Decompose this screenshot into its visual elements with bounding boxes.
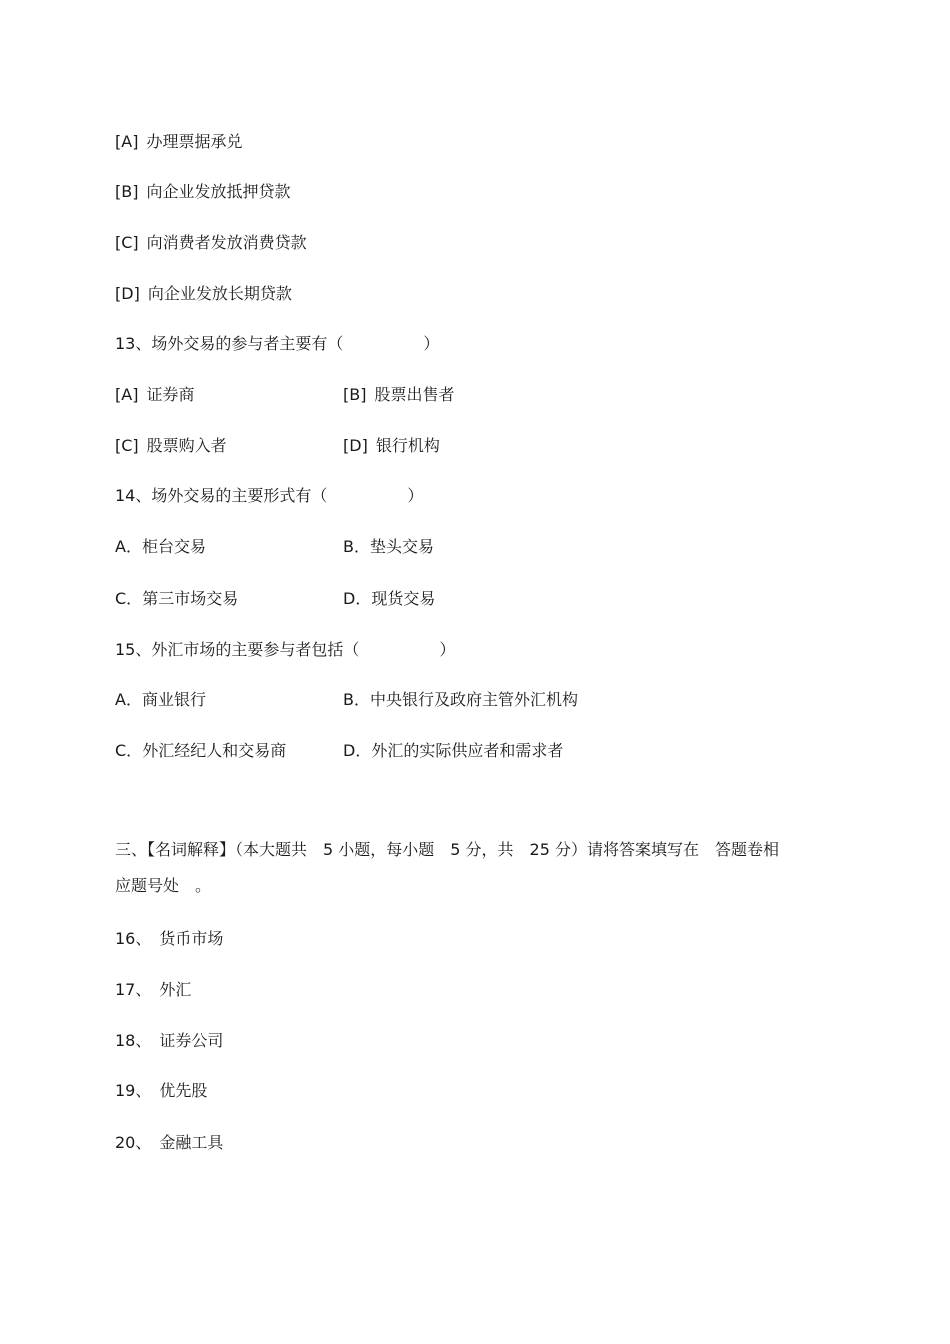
option-marker: A． — [115, 537, 142, 556]
term-17 — [115, 980, 191, 1000]
option-text: 垫头交易 — [369, 537, 434, 556]
q13-option-c — [115, 436, 227, 456]
term-text: 外汇 — [159, 980, 192, 999]
option-text: 股票出售者 — [374, 385, 455, 404]
q14-option-d — [343, 589, 435, 609]
option-marker: B． — [343, 690, 370, 709]
q15-stem: 15、外汇市场的主要参与者包括（ ） — [115, 640, 456, 659]
option-marker: [D] — [115, 284, 140, 303]
q13-option-d — [343, 436, 440, 456]
q13-stem: 13、场外交易的参与者主要有（ ） — [115, 334, 440, 353]
term-text: 优先股 — [159, 1081, 208, 1100]
section3-heading-line2: 应题号处 。 — [115, 876, 212, 895]
q13-option-a — [115, 385, 194, 405]
option-text: 外汇经纪人和交易商 — [142, 741, 287, 760]
term-number: 18、 — [115, 1031, 152, 1050]
option-marker: [A] — [115, 132, 139, 151]
q14-option-c — [115, 589, 238, 609]
section3-heading-line1: 三、【名词解释】（本大题共 5 小题，每小题 5 分，共 25 分）请将答案填写在 答题卷相 — [115, 840, 779, 859]
term-18 — [115, 1031, 223, 1051]
option-marker: [D] — [343, 436, 368, 455]
option-text: 外汇的实际供应者和需求者 — [371, 741, 564, 760]
q12-option-b — [115, 182, 290, 202]
q15-option-d — [343, 741, 563, 761]
option-text: 第三市场交易 — [142, 589, 239, 608]
option-marker: B． — [343, 537, 370, 556]
option-marker: D． — [343, 741, 372, 760]
option-marker: [B] — [115, 182, 139, 201]
option-text: 股票购入者 — [146, 436, 227, 455]
q14-option-a — [115, 537, 206, 557]
option-text: 中央银行及政府主管外汇机构 — [369, 690, 578, 709]
term-20 — [115, 1133, 223, 1153]
term-number: 17、 — [115, 980, 152, 999]
option-text: 向企业发放长期贷款 — [147, 284, 292, 303]
option-marker: [C] — [115, 436, 139, 455]
term-16 — [115, 929, 223, 949]
option-marker: C． — [115, 741, 143, 760]
q13-option-b — [343, 385, 454, 405]
term-19 — [115, 1081, 207, 1101]
term-text: 证券公司 — [159, 1031, 224, 1050]
option-marker: A． — [115, 690, 142, 709]
q12-option-a — [115, 132, 242, 152]
option-text: 柜台交易 — [141, 537, 206, 556]
option-text: 向企业发放抵押贷款 — [146, 182, 291, 201]
term-number: 19、 — [115, 1081, 152, 1100]
option-text: 办理票据承兑 — [146, 132, 243, 151]
option-text: 现货交易 — [371, 589, 436, 608]
option-text: 银行机构 — [375, 436, 440, 455]
q15-option-a — [115, 690, 206, 710]
option-marker: [B] — [343, 385, 367, 404]
q14-option-b — [343, 537, 434, 557]
term-text: 货币市场 — [159, 929, 224, 948]
q12-option-d — [115, 284, 292, 304]
option-text: 向消费者发放消费贷款 — [146, 233, 307, 252]
term-number: 20、 — [115, 1133, 152, 1152]
option-marker: D． — [343, 589, 372, 608]
term-text: 金融工具 — [159, 1133, 224, 1152]
option-marker: [A] — [115, 385, 139, 404]
option-text: 证券商 — [146, 385, 195, 404]
term-number: 16、 — [115, 929, 152, 948]
option-text: 商业银行 — [141, 690, 206, 709]
q15-option-b — [343, 690, 578, 710]
q14-stem: 14、场外交易的主要形式有（ ） — [115, 486, 424, 505]
q12-option-c — [115, 233, 307, 253]
option-marker: [C] — [115, 233, 139, 252]
q15-option-c — [115, 741, 286, 761]
option-marker: C． — [115, 589, 143, 608]
